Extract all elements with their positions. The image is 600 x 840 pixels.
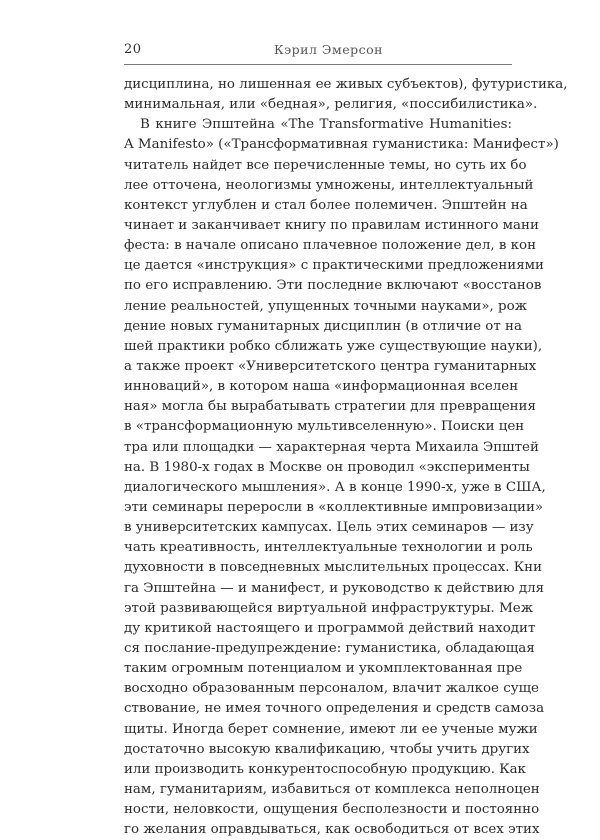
page-number: 20	[124, 42, 142, 57]
text-line: достаточно высокую квалификацию, чтобы учить других	[124, 741, 530, 757]
text-line: на. В 1980-х годах в Москве он проводил «эксперименты	[124, 459, 530, 475]
text-line: духовности в повседневных мыслительных процессах. Кни	[124, 560, 542, 576]
text-line: щиты. Иногда берет сомнение, имеют ли ее ученые мужи	[124, 721, 538, 737]
text-line: шей практики робко сближать уже существующие науки),	[124, 338, 543, 354]
text-line: этой развивающейся виртуальной инфраструктуры. Меж	[124, 600, 534, 616]
running-head-author: Кэрил Эмерсон	[274, 42, 383, 57]
text-line: или производить конкурентоспособную продукцию. Как	[124, 761, 526, 777]
text-line: ствование, не имея точного определения и средств самоза	[124, 701, 545, 717]
text-line: контекст углублен и стал более полемичен. Эпштейн на	[124, 197, 528, 213]
text-line: ная» могла бы вырабатывать стратегии для превращения	[124, 399, 536, 415]
text-line: нам, гуманитариям, избавиться от комплекса неполноцен	[124, 781, 540, 797]
text-line: читатель найдет все перечисленные темы, но суть их бо	[124, 157, 527, 173]
text-line: га Эпштейна — и манифест, и руководство к действию для	[124, 580, 545, 596]
body-text	[124, 75, 568, 840]
text-line: лее отточена, неологизмы умножены, интеллектуальный	[124, 177, 534, 193]
text-line: эти семинары переросли в «коллективные импровизации»	[124, 499, 544, 515]
text-line: в «трансформационную мультивселенную». Поиски цен	[124, 419, 525, 435]
text-line: ся послание-предупреждение: гуманистика, обладающая	[124, 640, 535, 656]
text-line: ности, неловкости, ощущения бесполезности и постоянно	[124, 802, 540, 818]
page-header	[124, 40, 512, 62]
text-line: це дается «инструкция» с практическими предложениями	[124, 258, 544, 274]
text-line: дение новых гуманитарных дисциплин (в отличие от на	[124, 318, 522, 334]
text-line: по его исправлению. Эти последние включают «восстанов	[124, 278, 542, 294]
text-line: чать креативность, интеллектуальные технологии и роль	[124, 540, 533, 556]
text-line: в университетских кампусах. Цель этих семинаров — изу	[124, 520, 534, 536]
text-line: чинает и заканчивает книгу по правилам истинного мани	[124, 217, 539, 233]
text-line: ду критикой настоящего и программой действий находит	[124, 620, 536, 636]
text-line: инноваций», в котором наша «информационная вселен	[124, 379, 519, 395]
text-line: а также проект «Университетского центра гуманитарных	[124, 358, 537, 374]
text-line: минимальная, или «бедная», религия, «поссибилистика».	[124, 97, 538, 113]
text-line: го желания оправдываться, как освободиться от всех этих	[124, 822, 540, 838]
text-line: A Manifesto» («Трансформативная гуманистика: Манифест»)	[124, 137, 559, 153]
text-line: диалогического мышления». А в конце 1990-х, уже в США,	[124, 479, 546, 495]
text-line: дисциплина, но лишенная ее живых субъектов), футуристика,	[124, 77, 568, 92]
text-line: восходно образованным персоналом, влачит жалкое суще	[124, 681, 539, 697]
text-line: ление реальностей, упущенных точными науками», рож	[124, 298, 528, 314]
text-line: таким огромным потенциалом и укомплектованная пре	[124, 661, 523, 677]
text-line: феста: в начале описано плачевное положение дел, в кон	[124, 238, 536, 254]
text-line: тра или площадки — характерная черта Михаила Эпштей	[124, 439, 539, 455]
text-line: В книге Эпштейна «The Transformative Humanities:	[140, 117, 512, 133]
header-rule	[124, 64, 512, 65]
